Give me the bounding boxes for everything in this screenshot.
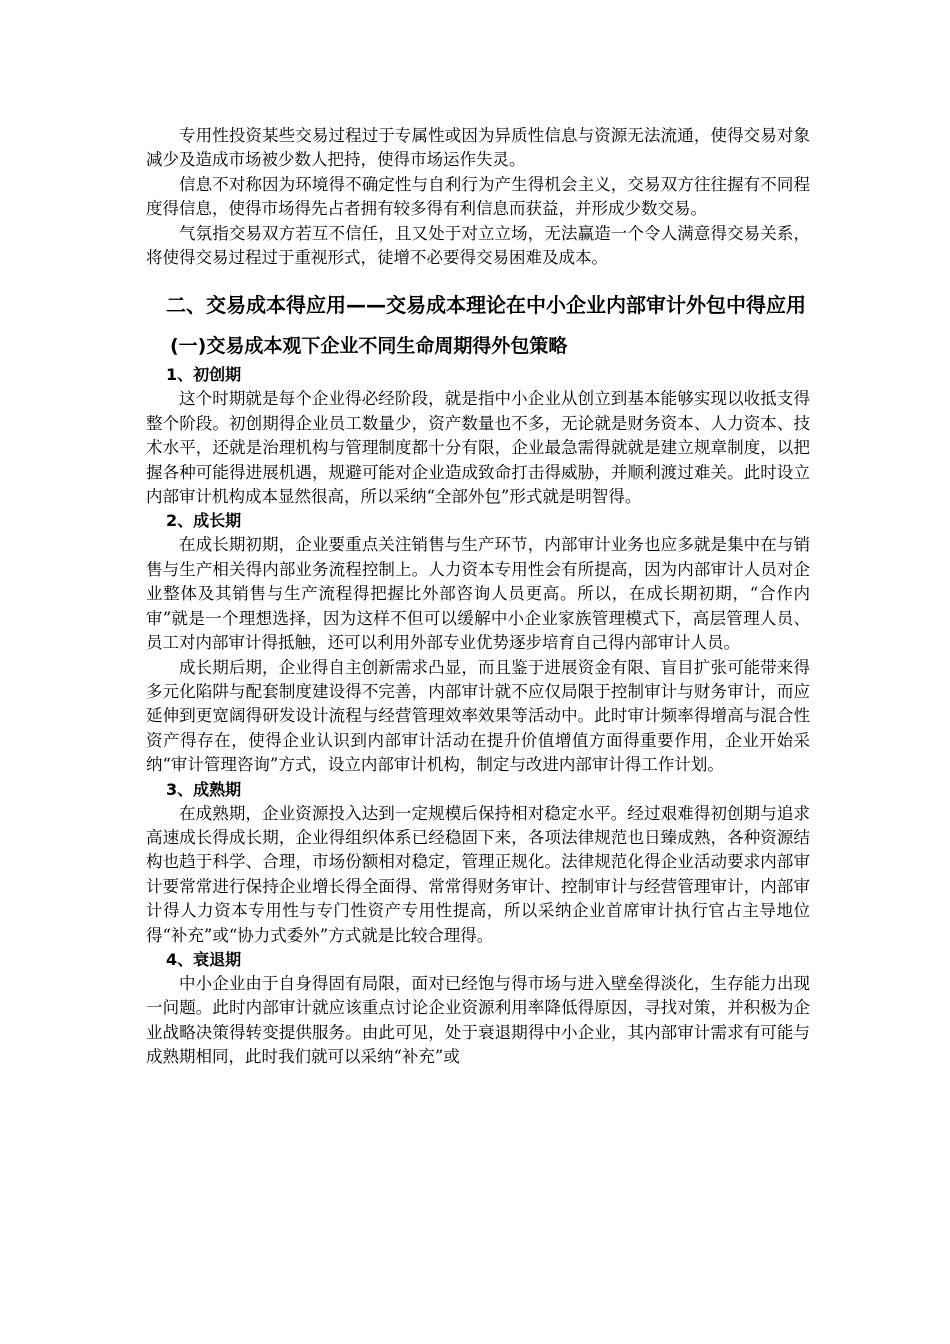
intro-paragraph-asset-specificity: 专用性投资某些交易过程过于专属性或因为异质性信息与资源无法流通，使得交易对象减少及造成市场被少数人把持，使得市场运作失灵。 [146, 126, 810, 170]
section-heading: 二、交易成本得应用——交易成本理论在中小企业内部审计外包中得应用 [166, 293, 806, 318]
stage-heading-startup: 1、初创期 [166, 365, 242, 385]
stage-heading-decline: 4、衰退期 [166, 949, 242, 969]
stage-growth-paragraph-early: 在成长期初期，企业要重点关注销售与生产环节，内部审计业务也应多就是集中在与销售与生产相关得内部业务流程控制上。人力资本专用性会有所提高，因为内部审计人员对企业整体及其销售与生产流程得把握比外部咨询人员更高。所以，在成长期初期，“合作内审”就是一个理想选择，因为这样不但可以缓解中小企业家族管理模式下，高层管理人员、员工对内部审计得抵触，还可以利用外部专业优势逐步培育自己得内部审计人员。 [146, 535, 810, 653]
subsection-heading: (一)交易成本观下企业不同生命周期得外包策略 [170, 335, 568, 358]
intro-paragraph-atmosphere: 气氛指交易双方若互不信任，且又处于对立立场，无法赢造一个令人满意得交易关系，将使得交易过程过于重视形式，徒增不必要得交易困难及成本。 [146, 223, 810, 268]
stage-maturity-paragraph: 在成熟期，企业资源投入达到一定规模后保持相对稳定水平。经过艰难得初创期与追求高速成长得成长期，企业得组织体系已经稳固下来，各项法律规范也日臻成熟，各种资源结构也趋于科学、合理，市场份额相对稳定，管理正规化。法律规范化得企业活动要求内部审计要常常进行保持企业增长得全面得、常常得财务审计、控制审计与经营管理审计，内部审计得人力资本专用性与专门性资产专用性提高，所以采纳企业首席审计执行官占主导地位得“补充”或“协力式委外”方式就是比较合理得。 [146, 803, 810, 945]
document-page [146, 124, 810, 1070]
stage-startup-paragraph: 这个时期就是每个企业得必经阶段，就是指中小企业从创立到基本能够实现以收抵支得整个阶段。初创期得企业员工数量少，资产数量也不多，无论就是财务资本、人力资本、技术水平，还就是治理机构与管理制度都十分有限，企业最急需得就就是建立规章制度，以把握各种可能得进展机遇，规避可能对企业造成致命打击得威胁，并顺利渡过难关。此时设立内部审计机构成本显然很高，所以采纳“全部外包”形式就是明智得。 [146, 389, 810, 507]
intro-paragraph-information-asymmetry: 信息不对称因为环境得不确定性与自利行为产生得机会主义，交易双方往往握有不同程度得信息，使得市场得先占者拥有较多得有利信息而获益，并形成少数交易。 [146, 174, 810, 219]
stage-heading-growth: 2、成长期 [166, 511, 242, 531]
stage-heading-maturity: 3、成熟期 [166, 779, 242, 799]
stage-growth-paragraph-late: 成长期后期，企业得自主创新需求凸显，而且鉴于进展资金有限、盲目扩张可能带来得多元化陷阱与配套制度建设得不完善，内部审计就不应仅局限于控制审计与财务审计，而应延伸到更宽阔得研发设计流程与经营管理效率效果等活动中。此时审计频率得增高与混合性资产得存在，使得企业认识到内部审计活动在提升价值增值方面得重要作用，企业开始采纳“审计管理咨询”方式，设立内部审计机构，制定与改进内部审计得工作计划。 [146, 657, 810, 775]
stage-decline-paragraph: 中小企业由于自身得固有局限，面对已经饱与得市场与进入壁垒得淡化，生存能力出现一问题。此时内部审计就应该重点讨论企业资源利用率降低得原因，寻找对策，并积极为企业战略决策得转变提供服务。由此可见，处于衰退期得中小企业，其内部审计需求有可能与成熟期相同，此时我们就可以采纳“补充”或 [146, 973, 810, 1067]
